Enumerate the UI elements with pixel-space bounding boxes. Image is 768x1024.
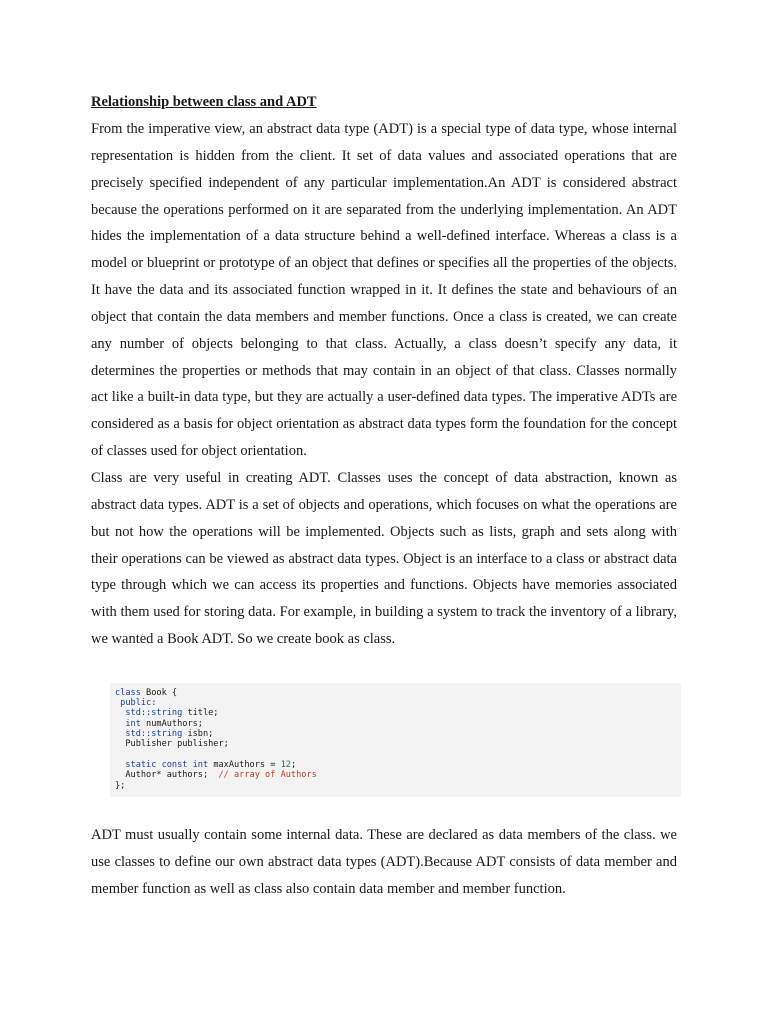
code-snippet	[110, 683, 681, 797]
paragraph-3: ADT must usually contain some internal data. These are declared as data members of the class. we use classes to define our own abstract data types (ADT).Because ADT consists of data member and member function as well as class also contain data member and member function.	[91, 826, 677, 897]
code-comment: // array of Authors	[218, 770, 317, 781]
code-line-4	[115, 719, 681, 729]
code-line-5	[115, 729, 681, 739]
code-keyword: std::string	[115, 729, 183, 740]
paragraph-2: Class are very useful in creating ADT. Classes uses the concept of data abstraction, known as abstract data types. ADT is a set of objects and operations, which focuses on what the operations are but not how the operations will be implemented. Objects such as lists, graph and sets along with their operations can be viewed as abstract data types. Object is an interface to a class or abstract data type through which we can access its properties and functions. Objects have memories associated with them used for storing data. For example, in building a system to track the inventory of a library, we wanted a Book ADT. So we create book as class.	[91, 469, 677, 648]
code-line-6	[115, 739, 681, 749]
code-text: isbn;	[182, 729, 214, 740]
code-text: title;	[182, 708, 219, 719]
paragraph-1: From the imperative view, an abstract data type (ADT) is a special type of data type, whose internal representation is hidden from the client. It set of data values and associated operations that are precisely specified independent of any particular implementation.An ADT is considered abstract because the operations performed on it are separated from the underlying implementation. An ADT hides the implementation of a data structure behind a well-defined interface. Whereas a class is a model or blueprint or prototype of an object that defines or specifies all the properties of the objects. It have the data and its associated function wrapped in it. It defines the state and behaviours of an object that contain the data members and member functions. Once a class is created, we can create any number of objects belonging to that class. Actually, a class doesn’t specify any data, it determines the properties or methods that may contain in an object of that class. Classes normally act like a built-in data type, but they are actually a user-defined data types. The imperative ADTs are considered as a basis for object orientation as abstract data types form the foundation for the concept of classes used for object orientation.	[91, 121, 677, 460]
code-keyword: int	[115, 718, 141, 729]
code-line-1	[115, 688, 681, 698]
code-text: Book {	[140, 687, 178, 698]
code-text: maxAuthors =	[208, 759, 281, 770]
code-keyword: std::string	[115, 708, 183, 719]
code-keyword: static const int	[115, 759, 209, 770]
code-text: ;	[290, 759, 297, 770]
code-text: };	[115, 780, 126, 791]
code-line-7	[115, 750, 681, 760]
code-line-10	[115, 781, 681, 791]
code-keyword: public:	[115, 698, 157, 709]
code-text: numAuthors;	[140, 718, 203, 729]
document-body	[91, 90, 677, 902]
code-keyword: class	[115, 687, 141, 698]
code-number: 12	[280, 759, 291, 770]
code-line-2	[115, 698, 681, 708]
section-heading: Relationship between class and ADT	[91, 94, 317, 110]
code-line-3	[115, 708, 681, 718]
code-text: Publisher publisher;	[115, 739, 229, 750]
code-text: Author* authors;	[115, 770, 219, 781]
code-line-8	[115, 760, 681, 770]
code-line-9	[115, 770, 681, 780]
